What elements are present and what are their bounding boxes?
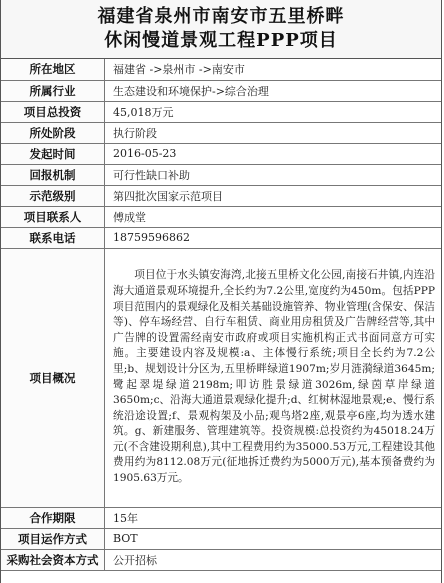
table-row — [1, 80, 441, 101]
title-block — [1, 0, 441, 59]
row-label-contact: 项目联系人 — [1, 206, 105, 227]
table-row — [1, 164, 441, 185]
table-row — [1, 507, 441, 528]
row-label-operation-mode: 项目运作方式 — [1, 528, 105, 549]
row-value-return-mechanism: 可行性缺口补助 — [105, 164, 442, 185]
row-label-term: 合作期限 — [1, 507, 105, 528]
row-value-demo-level: 第四批次国家示范项目 — [105, 185, 442, 206]
row-value-stage: 执行阶段 — [105, 122, 442, 143]
row-value-start-date: 2016-05-23 — [105, 143, 442, 164]
table-row — [1, 59, 441, 80]
table-row — [1, 101, 441, 122]
table-row — [1, 185, 441, 206]
row-value-term: 15年 — [105, 507, 442, 528]
table-row-overview — [1, 248, 441, 507]
row-label-demo-level: 示范级别 — [1, 185, 105, 206]
row-value-contact: 傅成堂 — [105, 206, 442, 227]
row-label-region: 所在地区 — [1, 59, 105, 80]
table-row — [1, 549, 441, 570]
row-value-overview — [105, 248, 442, 507]
row-label-start-date: 发起时间 — [1, 143, 105, 164]
row-label-procurement: 采购社会资本方式 — [1, 549, 105, 570]
row-value-phone: 18759596862 — [105, 227, 442, 248]
overview-text: 项目位于水头镇安海湾,北接五里桥文化公园,南接石井镇,内连沿海大通道景观环境提升,全长约为7.2公里,宽度约为450m。包括PPP项目范围内的景观绿化及相关基础设施管养、物业管理(含保安、保洁等)、停车场经营、自行车租赁、商业用房租赁及广告牌经营等,其中广告牌的设置需经南安市政府或项目实施机构正式书面同意方可实施。主要建设内容及规模:a、主体慢行系统;项目全长约为7.2公里;b、规划设计分区为,五里桥畔绿道1907m;岁月涟漪绿道3645m;鹭起翠堤绿道2198m;叩访胜景绿道3026m,绿茵草岸绿道3650m;c、沿海大通道景观绿化提升;d、红树林湿地景观;e、慢行系统沿途设置;f、景观构架及小品;观鸟塔2座,观景亭6座,均为透水建筑。g、新建服务、管理建筑等。投资规模:总投资约为45018.24万元(不含建设期利息),其中工程费用约为35000.53万元,工程建设其他费用约为8112.08万元(征地拆迁费约为5000万元),基本预备费约为1905.63万元。 — [113, 269, 435, 485]
row-value-region: 福建省 ->泉州市 ->南安市 — [105, 59, 442, 80]
title-line-1: 福建省泉州市南安市五里桥畔 — [97, 6, 345, 27]
row-label-industry: 所属行业 — [1, 80, 105, 101]
row-label-investment: 项目总投资 — [1, 101, 105, 122]
table-row — [1, 143, 441, 164]
title-line-2: 休闲慢道景观工程PPP项目 — [104, 30, 338, 51]
row-label-stage: 所处阶段 — [1, 122, 105, 143]
row-value-industry: 生态建设和环境保护->综合治理 — [105, 80, 442, 101]
table-row — [1, 206, 441, 227]
row-label-return-mechanism: 回报机制 — [1, 164, 105, 185]
row-label-phone: 联系电话 — [1, 227, 105, 248]
table-row — [1, 528, 441, 549]
row-value-operation-mode: BOT — [105, 528, 442, 549]
table-row — [1, 122, 441, 143]
table-row — [1, 227, 441, 248]
info-table — [1, 59, 441, 571]
row-value-procurement: 公开招标 — [105, 549, 442, 570]
row-value-investment: 45,018万元 — [105, 101, 442, 122]
row-label-overview: 项目概况 — [1, 248, 105, 507]
